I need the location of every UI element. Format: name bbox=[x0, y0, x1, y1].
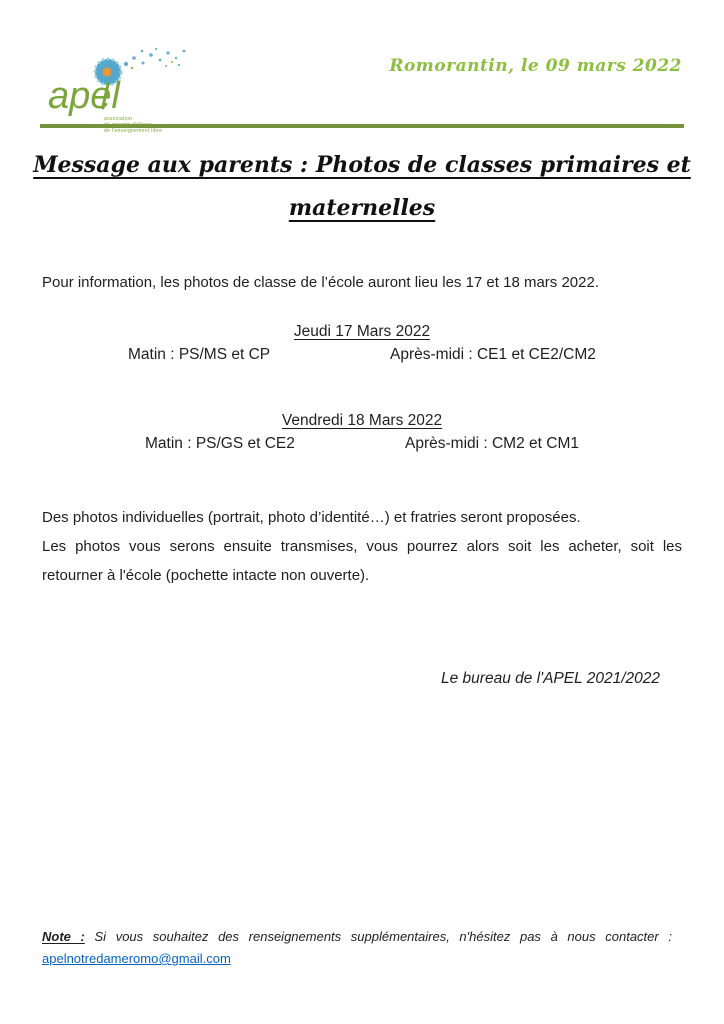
logo-tagline-line1: association bbox=[104, 116, 133, 122]
intro-paragraph: Pour information, les photos de classe de l’école auront lieu les 17 et 18 mars 2022. bbox=[42, 274, 599, 291]
logo-tagline-line2: de parents d'élèves bbox=[104, 122, 153, 128]
schedule-day2-heading bbox=[42, 412, 682, 430]
signature: Le bureau de l'APEL 2021/2022 bbox=[441, 670, 660, 687]
schedule-day1-date: Jeudi 17 Mars 2022 bbox=[293, 323, 431, 340]
schedule-day2-date: Vendredi 18 Mars 2022 bbox=[281, 412, 443, 429]
letter-header bbox=[0, 0, 724, 134]
schedule-day2-row bbox=[42, 433, 682, 457]
contact-email-link[interactable]: apelnotredameromo@gmail.com bbox=[42, 951, 231, 966]
apel-dandelion-logo-icon bbox=[48, 46, 258, 118]
body-paragraph-1: Des photos individuelles (portrait, photo d’identité…) et fratries seront proposées. bbox=[42, 509, 581, 526]
schedule-day2-afternoon: Après-midi : CM2 et CM1 bbox=[405, 435, 579, 452]
apel-wordmark-text: apel bbox=[48, 75, 120, 117]
note-label: Note : bbox=[42, 929, 85, 944]
note-text: Si vous souhaitez des renseignements supplémentaires, n'hésitez pas à nous contacter : bbox=[84, 929, 672, 944]
body-paragraph-2: Les photos vous serons ensuite transmises, vous pourrez alors soit les acheter, soit les retourner à l'école (pochette intacte non ouverte). bbox=[42, 538, 682, 584]
schedule-day1-morning: Matin : PS/MS et CP bbox=[128, 346, 271, 363]
schedule-day2-morning: Matin : PS/GS et CE2 bbox=[145, 435, 295, 452]
letter-title bbox=[0, 144, 724, 230]
footer-note bbox=[42, 926, 672, 970]
apel-logo bbox=[48, 46, 268, 134]
logo-tagline bbox=[104, 116, 268, 134]
body-paragraphs bbox=[42, 503, 682, 590]
schedule-day1-heading bbox=[42, 323, 682, 341]
schedule-day1-afternoon: Après-midi : CE1 et CE2/CM2 bbox=[390, 346, 596, 363]
letter-title-line2: maternelles bbox=[288, 195, 436, 221]
letter-title-line1: Message aux parents : Photos de classes primaires et bbox=[33, 152, 691, 178]
letter-date: Romorantin, le 09 mars 2022 bbox=[389, 56, 682, 76]
logo-tagline-line3: de l'enseignement libre bbox=[104, 128, 163, 134]
schedule-day1-row bbox=[42, 344, 682, 368]
